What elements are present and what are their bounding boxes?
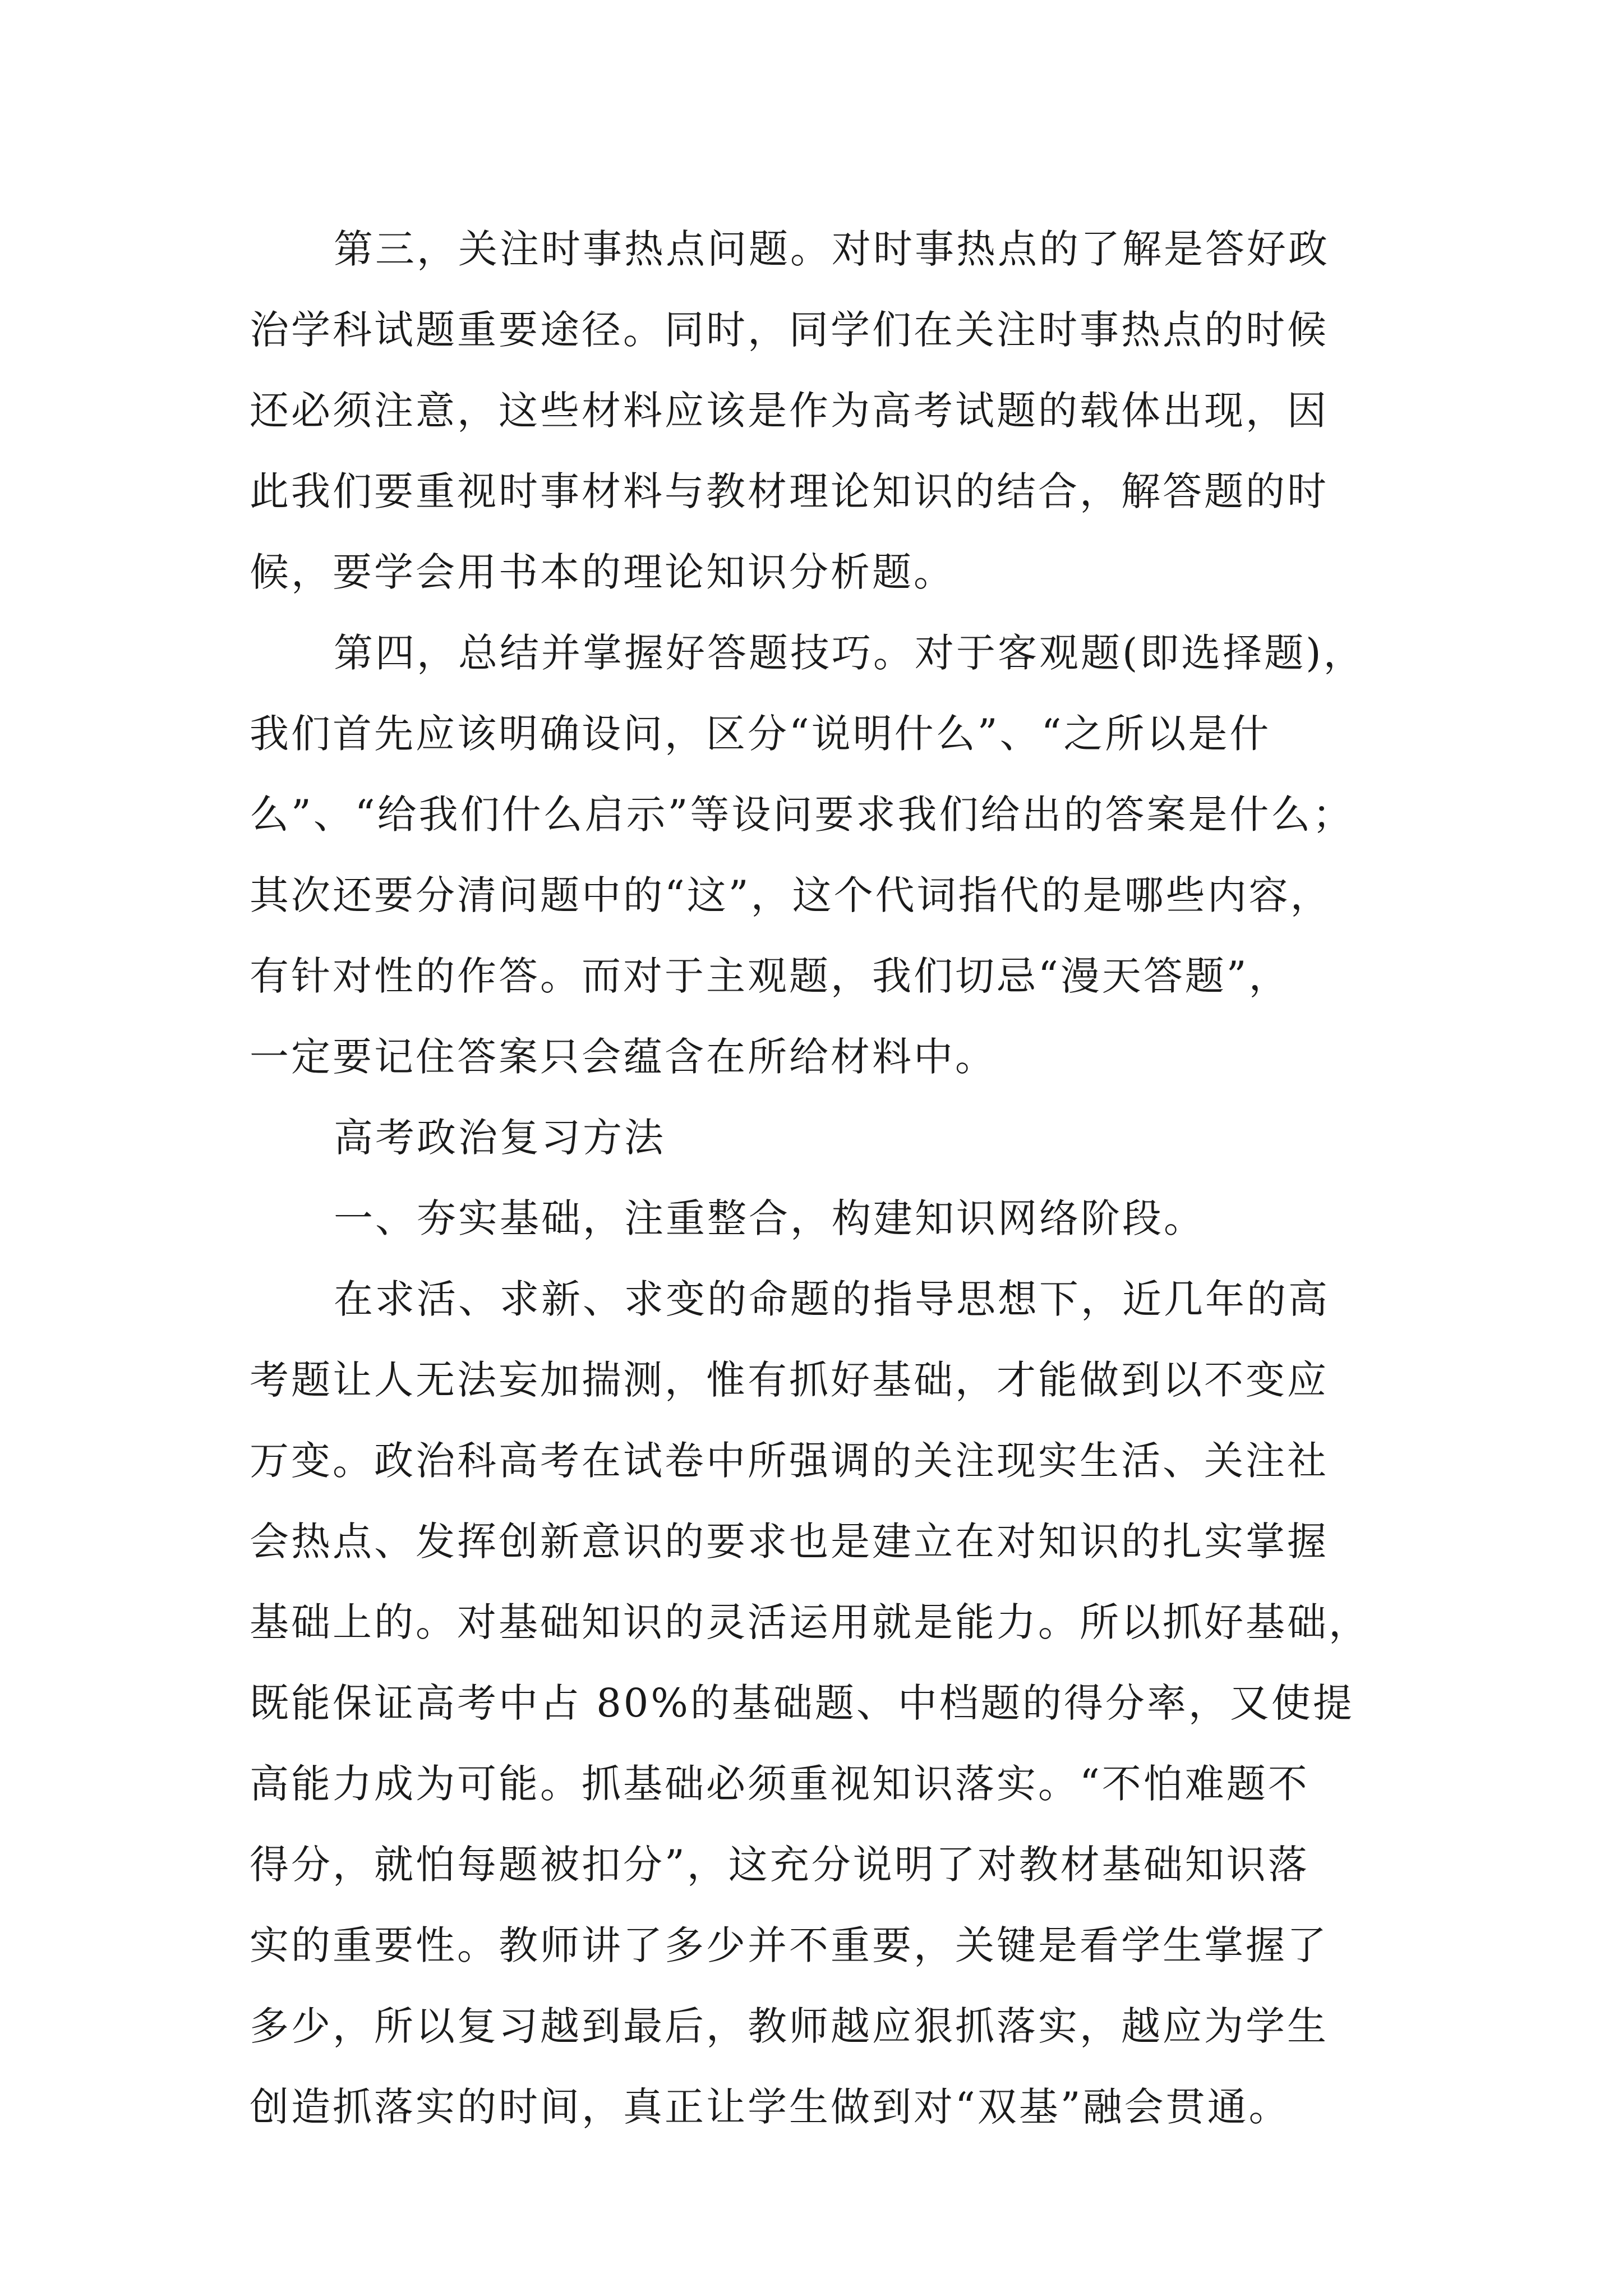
- text-line: 高考政治复习方法: [334, 1115, 666, 1161]
- text-line: 一、夯实基础，注重整合，构建知识网络阶段。: [334, 1195, 1205, 1241]
- text-line: 此我们要重视时事材料与教材理论知识的结合，解答题的时: [250, 468, 1329, 514]
- text-line: 治学科试题重要途径。同时，同学们在关注时事热点的时候: [250, 307, 1329, 353]
- text-line: 考题让人无法妄加揣测，惟有抓好基础，才能做到以不变应: [250, 1357, 1329, 1403]
- text-line: 第四，总结并掌握好答题技巧。对于客观题(即选择题)，: [334, 630, 1365, 676]
- text-line: 在求活、求新、求变的命题的指导思想下，近几年的高: [334, 1276, 1330, 1322]
- text-line: 实的重要性。教师讲了多少并不重要，关键是看学生掌握了: [250, 1922, 1329, 1968]
- text-line: 么”、“给我们什么启示”等设问要求我们给出的答案是什么；: [250, 792, 1354, 838]
- text-line: 会热点、发挥创新意识的要求也是建立在对知识的扎实掌握: [250, 1519, 1329, 1565]
- text-line: 既能保证高考中占 80%的基础题、中档题的得分率，又使提: [250, 1680, 1354, 1726]
- text-line: 有针对性的作答。而对于主观题，我们切忌“漫天答题”，: [250, 953, 1290, 999]
- text-line: 第三，关注时事热点问题。对时事热点的了解是答好政: [334, 226, 1330, 272]
- text-line: 万变。政治科高考在试卷中所强调的关注现实生活、关注社: [250, 1438, 1329, 1484]
- text-line: 多少，所以复习越到最后，教师越应狠抓落实，越应为学生: [250, 2003, 1329, 2049]
- text-line: 还必须注意，这些材料应该是作为高考试题的载体出现，因: [250, 388, 1329, 434]
- text-line: 一定要记住答案只会蕴含在所给材料中。: [250, 1034, 997, 1080]
- text-line: 得分，就怕每题被扣分”，这充分说明了对教材基础知识落: [250, 1842, 1310, 1888]
- text-line: 候，要学会用书本的理论知识分析题。: [250, 549, 955, 595]
- text-line: 其次还要分清问题中的“这”，这个代词指代的是哪些内容，: [250, 872, 1332, 918]
- text-line: 高能力成为可能。抓基础必须重视知识落实。“不怕难题不: [250, 1761, 1310, 1807]
- text-line: 我们首先应该明确设问，区分“说明什么”、“之所以是什: [250, 711, 1271, 757]
- text-line: 基础上的。对基础知识的灵活运用就是能力。所以抓好基础，: [250, 1599, 1370, 1645]
- text-line: 创造抓落实的时间，真正让学生做到对“双基”融会贯通。: [250, 2084, 1290, 2130]
- document-body: [250, 209, 1447, 2147]
